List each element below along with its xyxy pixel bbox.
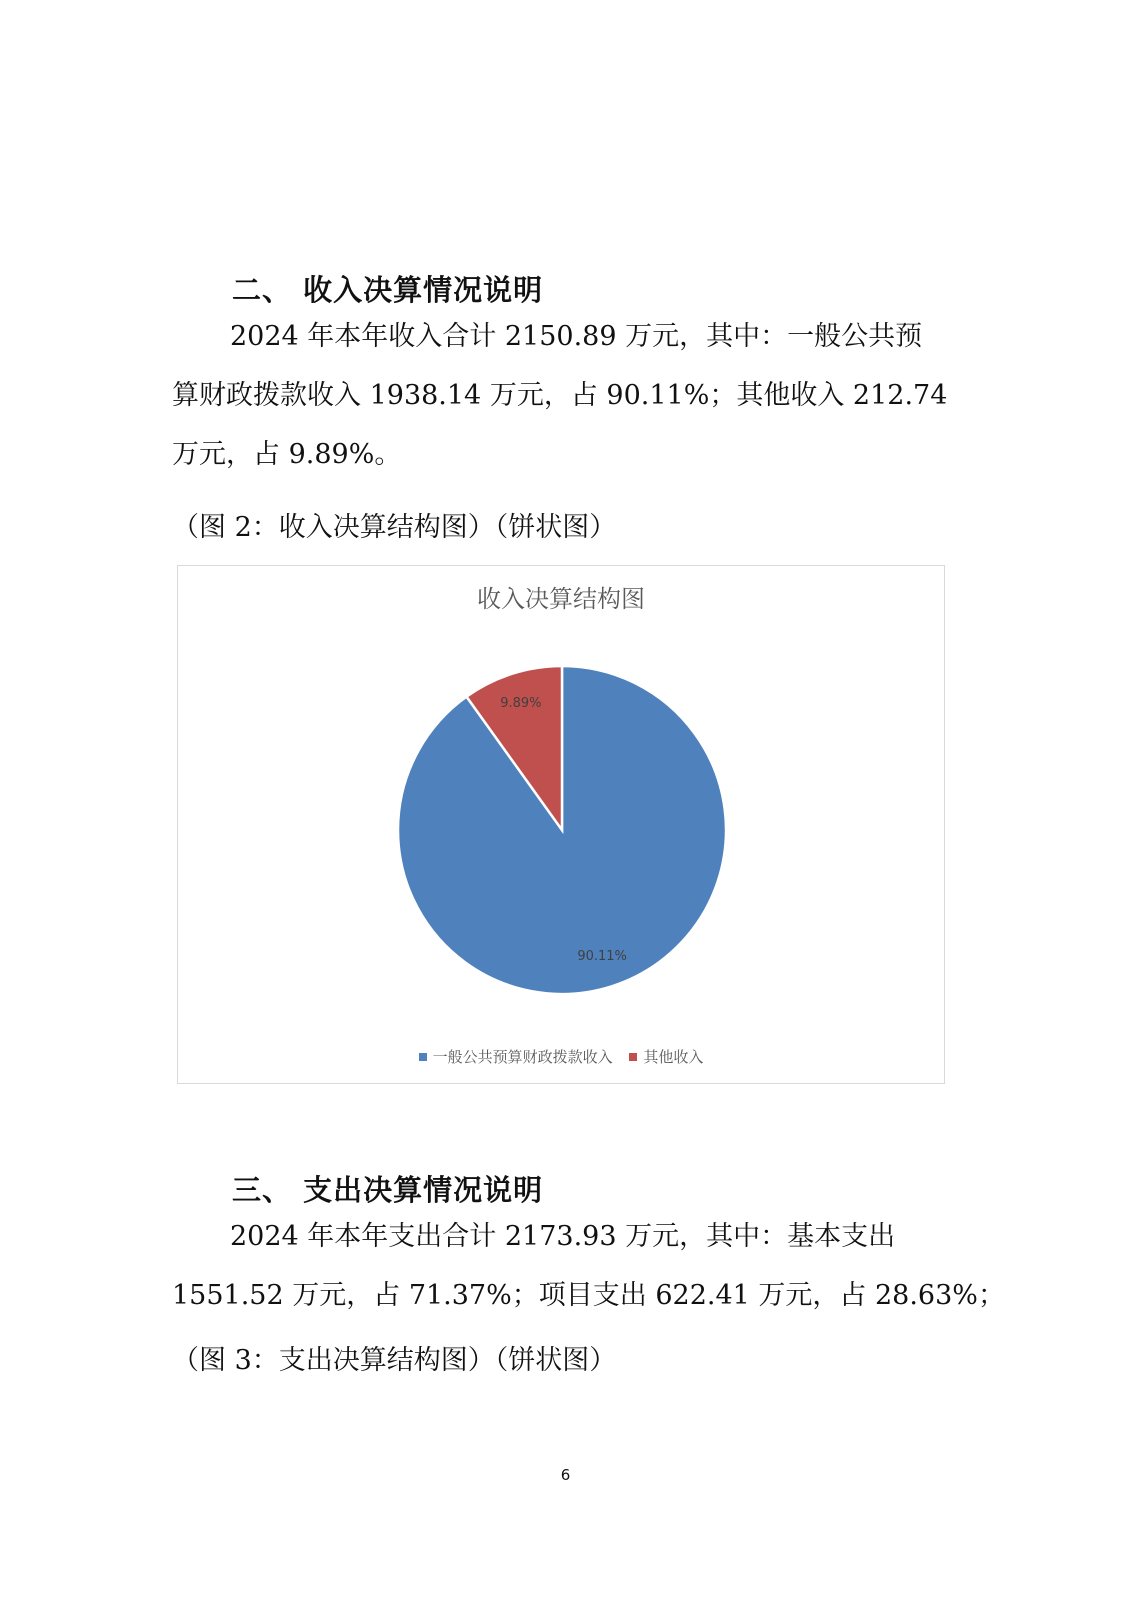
paragraph-line: 2024 年本年支出合计 2173.93 万元，其中：基本支出	[230, 1221, 896, 1252]
legend-item	[419, 1046, 613, 1067]
section-3-paragraph	[172, 1207, 1005, 1325]
legend-swatch-icon	[419, 1053, 427, 1061]
legend-label: 一般公共预算财政拨款收入	[432, 1048, 613, 1066]
chart-title: 收入决算结构图	[477, 585, 645, 613]
revenue-pie-chart	[177, 565, 945, 1084]
section-3-heading: 三、 支出决算情况说明	[232, 1173, 544, 1207]
legend-swatch-icon	[629, 1053, 637, 1061]
pie-data-label: 90.11%	[577, 948, 627, 964]
figure-2-caption: （图 2：收入决算结构图）（饼状图）	[172, 512, 617, 543]
paragraph-line: 2024 年本年收入合计 2150.89 万元，其中：一般公共预	[230, 321, 923, 352]
paragraph-line: 算财政拨款收入 1938.14 万元，占 90.11%；其他收入 212.74	[172, 380, 948, 411]
section-2-heading: 二、 收入决算情况说明	[232, 273, 544, 307]
page-number: 6	[560, 1466, 571, 1484]
section-2-paragraph	[172, 307, 962, 484]
legend-item	[629, 1046, 703, 1067]
pie-data-label: 9.89%	[500, 695, 542, 711]
chart-legend	[178, 1046, 944, 1067]
pie-chart-svg	[178, 566, 944, 1083]
paragraph-line: 万元，占 9.89%。	[172, 439, 402, 470]
paragraph-line: 1551.52 万元，占 71.37%；项目支出 622.41 万元，占 28.63%；	[172, 1280, 1005, 1311]
legend-label: 其他收入	[643, 1048, 704, 1066]
figure-3-caption: （图 3：支出决算结构图）（饼状图）	[172, 1345, 617, 1376]
